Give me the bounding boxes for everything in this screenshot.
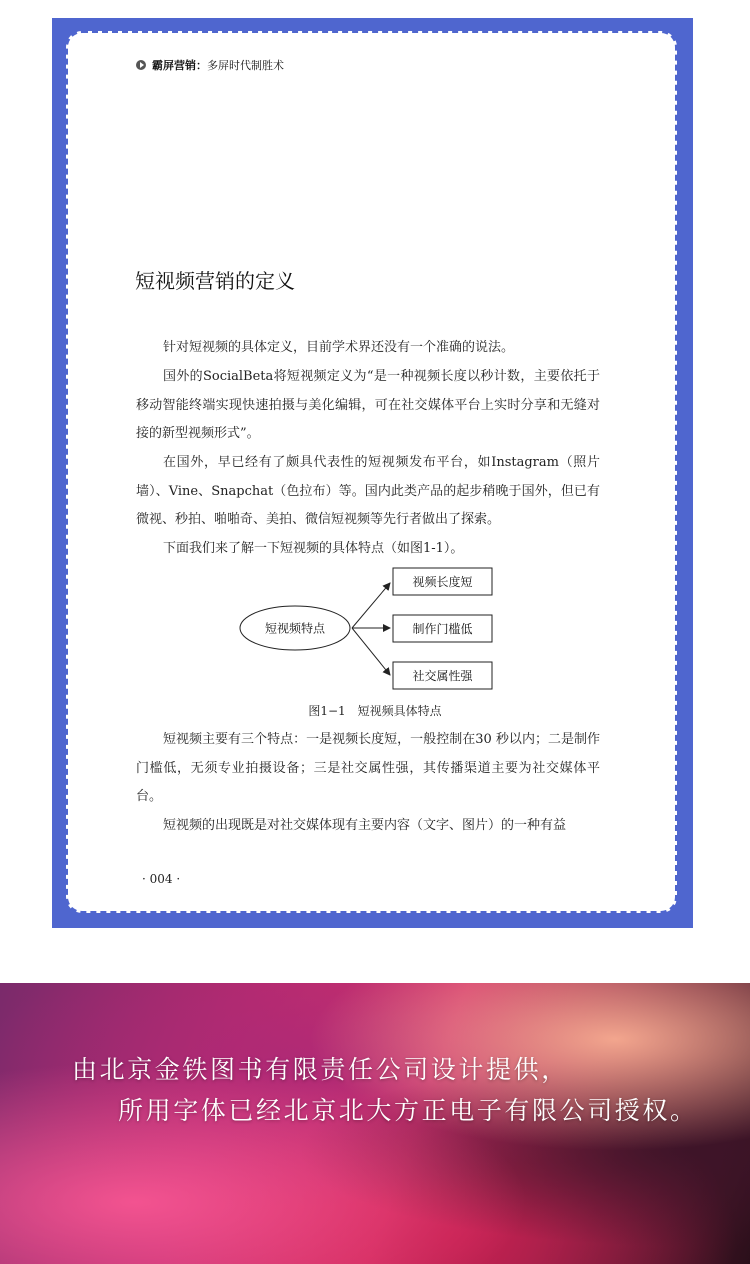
banner-line-1: 由北京金铁图书有限责任公司设计提供， (72, 1055, 569, 1084)
book-header (136, 57, 284, 73)
paragraph-1: 针对短视频的具体定义，目前学术界还没有一个准确的说法。 (163, 340, 515, 355)
page-number: · 004 · (142, 872, 181, 886)
paragraph-5: 短视频主要有三个特点：一是视频长度短，一般控制在30 秒以内；二是制作门槛低，无须专业拍摄设备；三是社交属性强，其传播渠道主要为社交媒体平台。 (136, 732, 600, 804)
diagram-box-1-label: 视频长度短 (412, 575, 473, 589)
book-header-rest: 多屏时代制胜术 (207, 59, 284, 72)
copyright-banner (0, 983, 750, 1264)
diagram-center-label: 短视频特点 (264, 621, 326, 636)
figure-caption: 图1−1 短视频具体特点 (308, 704, 442, 718)
diagram-arrow-3 (352, 628, 390, 675)
paragraph-2: 国外的SocialBeta将短视频定义为“是一种视频长度以秒计数，主要依托于移动智能终端实现快速拍摄与美化编辑，可在社交媒体平台上实时分享和无缝对接的新型视频形式”。 (136, 369, 600, 441)
diagram-box-2-label: 制作门槛低 (412, 622, 473, 636)
play-bullet-icon (136, 60, 146, 70)
paragraph-3: 在国外，早已经有了颇具代表性的短视频发布平台，如Instagram（照片墙）、Vine、Snapchat（色拉布）等。国内此类产品的起步稍晚于国外，但已有微视、秒拍、啪啪奇、美拍、微信短视频等先行者做出了探索。 (136, 455, 600, 527)
book-header-bold: 霸屏营销： (152, 59, 207, 72)
diagram-box-3-label: 社交属性强 (412, 669, 473, 683)
section-title: 短视频营销的定义 (135, 269, 295, 293)
paragraph-6: 短视频的出现既是对社交媒体现有主要内容（文字、图片）的一种有益 (163, 818, 567, 833)
paragraph-4: 下面我们来了解一下短视频的具体特点（如图1-1）。 (163, 541, 464, 556)
feature-diagram (238, 565, 498, 693)
diagram-arrow-1 (352, 583, 390, 628)
banner-line-2: 所用字体已经北京北大方正电子有限公司授权。 (118, 1096, 698, 1125)
